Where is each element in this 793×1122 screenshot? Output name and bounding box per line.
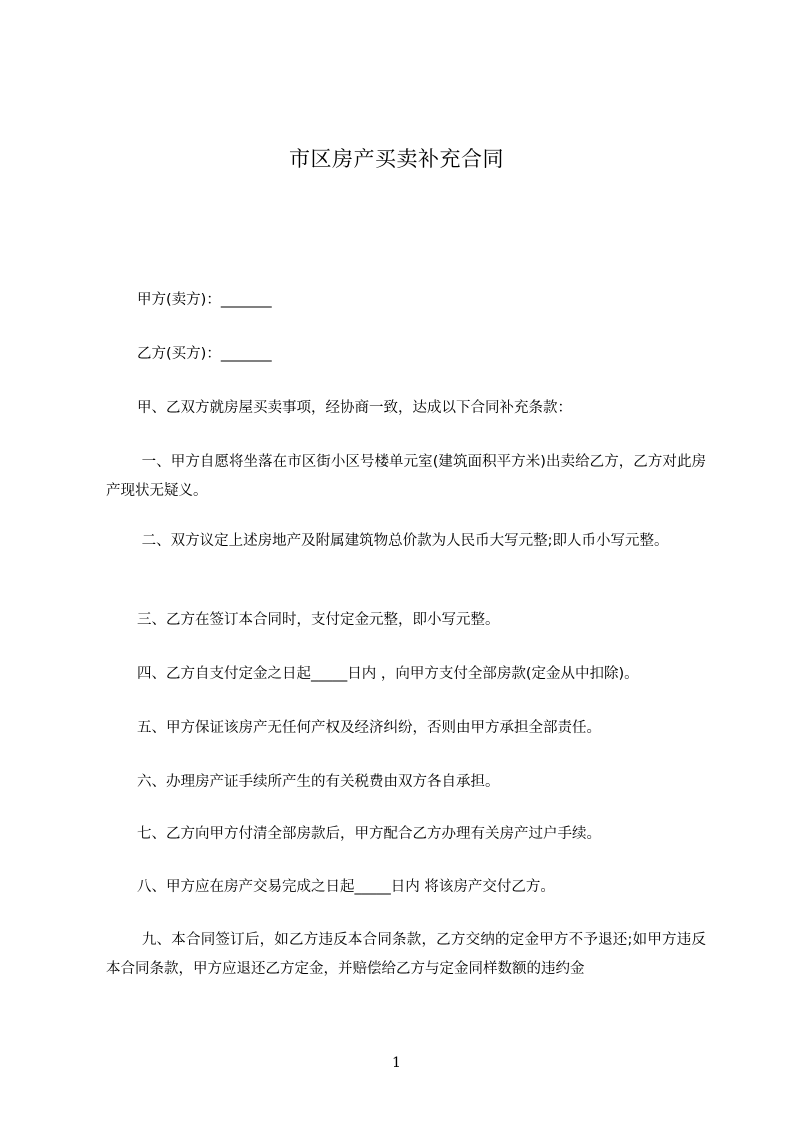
clause-3: 三、乙方在签订本合同时，支付定金元整，即小写元整。 — [137, 612, 500, 628]
clause-5: 五、甲方保证该房产无任何产权及经济纠纷，否则由甲方承担全部责任。 — [137, 720, 601, 736]
clause-8: 八、甲方应在房产交易完成之日起_____日内 将该房产交付乙方。 — [137, 879, 555, 895]
document-title: 市区房产买卖补充合同 — [289, 147, 504, 171]
clause-6: 六、办理房产证手续所产生的有关税费由双方各自承担。 — [137, 774, 500, 790]
clause-9: 九、本合同签订后，如乙方违反本合同条款，乙方交纳的定金甲方不予退还;如甲方违反本合同条款，甲方应退还乙方定金，并赔偿给乙方与定金同样数额的违约金 — [106, 932, 706, 977]
intro-paragraph: 甲、乙双方就房屋买卖事项，经协商一致，达成以下合同补充条款： — [137, 400, 572, 416]
party-a-line: 甲方(卖方)：_______ — [137, 292, 272, 308]
page-number: 1 — [392, 1055, 401, 1071]
clause-1: 一、甲方自愿将坐落在市区街小区号楼单元室(建筑面积平方米)出卖给乙方，乙方对此房产现状无疑义。 — [106, 454, 707, 499]
clause-4: 四、乙方自支付定金之日起_____日内 ，向甲方支付全部房款(定金从中扣除)。 — [137, 666, 639, 682]
clause-7: 七、乙方向甲方付清全部房款后，甲方配合乙方办理有关房产过户手续。 — [137, 826, 601, 842]
party-b-line: 乙方(买方)：_______ — [137, 346, 272, 362]
clause-2: 二、双方议定上述房地产及附属建筑物总价款为人民币大写元整;即人币小写元整。 — [137, 533, 669, 549]
